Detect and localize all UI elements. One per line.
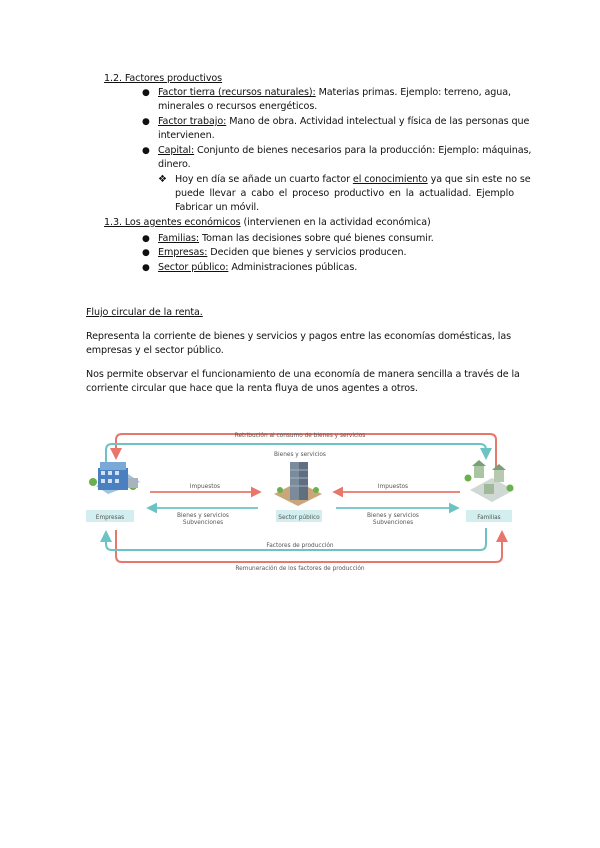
term: Empresas: xyxy=(158,247,208,258)
desc: Conjunto de bienes necesarios para la producción: Ejemplo: máquinas, xyxy=(194,145,532,156)
text: ya que sin este no se xyxy=(427,174,531,185)
section-heading-factores: 1.2. Factores productivos xyxy=(104,73,223,84)
flujo-title: Flujo circular de la renta. xyxy=(86,307,203,318)
heading-suffix: (intervienen en la actividad económica) xyxy=(240,217,431,228)
conocimiento-link: el conocimiento xyxy=(352,174,428,185)
term: Capital: xyxy=(158,145,195,156)
heading: 1.3. Los agentes económicos xyxy=(104,217,241,228)
label-empresas: Empresas xyxy=(95,515,125,521)
label-impuestos-left: Impuestos xyxy=(189,484,221,490)
flujo-paragraph-1: Representa la corriente de bienes y servicios y pagos entre las economías domésticas, las xyxy=(86,331,512,342)
sector-publico-illustration xyxy=(274,462,322,506)
label-familias: Familias xyxy=(477,515,501,521)
list-item-continuation: intervienen. xyxy=(158,130,215,141)
familias-illustration xyxy=(465,460,515,502)
desc: Administraciones públicas. xyxy=(228,262,358,273)
subnote-line2: puede llevar a cabo el proceso productivo en la actualidad. Ejemplo xyxy=(175,188,514,199)
empresas-illustration xyxy=(89,462,140,494)
label-remuneracion: Remuneración de los factores de producción xyxy=(235,566,365,572)
label-sector-publico: Sector público xyxy=(278,515,320,521)
label-bienes-servicios-top: Bienes y servicios xyxy=(274,452,326,458)
subnote-line3: Fabricar un móvil. xyxy=(175,202,260,213)
label-subvenciones-right: Subvenciones xyxy=(372,520,414,526)
label-impuestos-right: Impuestos xyxy=(377,484,409,490)
diamond-bullet-icon: ❖ xyxy=(158,174,167,185)
bullet-icon: ● xyxy=(142,263,150,273)
label-bienes-left: Bienes y servicios xyxy=(177,513,229,519)
bullet-icon: ● xyxy=(142,146,150,156)
list-item-continuation: dinero. xyxy=(158,159,191,170)
flujo-paragraph-2-cont: corriente circular que hace que la renta fluya de unos agentes a otros. xyxy=(86,383,418,394)
term: Familias: xyxy=(158,233,200,244)
label-subvenciones-left: Subvenciones xyxy=(182,520,224,526)
desc: Toman las decisiones sobre qué bienes consumir. xyxy=(199,233,434,244)
list-item-continuation: minerales o recursos energéticos. xyxy=(158,101,318,112)
bullet-icon: ● xyxy=(142,248,150,258)
desc: Mano de obra. Actividad intelectual y física de las personas que xyxy=(226,116,530,127)
bullet-icon: ● xyxy=(142,117,150,127)
bullet-icon: ● xyxy=(142,88,150,98)
flujo-paragraph-2: Nos permite observar el funcionamiento de una economía de manera sencilla a través de la xyxy=(86,369,520,380)
label-factores: Factores de producción xyxy=(266,543,334,549)
label-bienes-right: Bienes y servicios xyxy=(367,513,419,519)
text: Hoy en día se añade un cuarto factor xyxy=(175,174,353,185)
flujo-paragraph-1-cont: empresas y el sector público. xyxy=(86,345,224,356)
desc: Materias primas. Ejemplo: terreno, agua, xyxy=(315,87,511,98)
bullet-icon: ● xyxy=(142,234,150,244)
term: Factor tierra (recursos naturales): xyxy=(158,87,316,98)
term: Factor trabajo: xyxy=(158,116,227,127)
term: Sector público: xyxy=(158,262,229,273)
label-retribucion: Retribución al consumo de bienes y servicios xyxy=(234,433,366,439)
desc: Deciden que bienes y servicios producen. xyxy=(207,247,407,258)
